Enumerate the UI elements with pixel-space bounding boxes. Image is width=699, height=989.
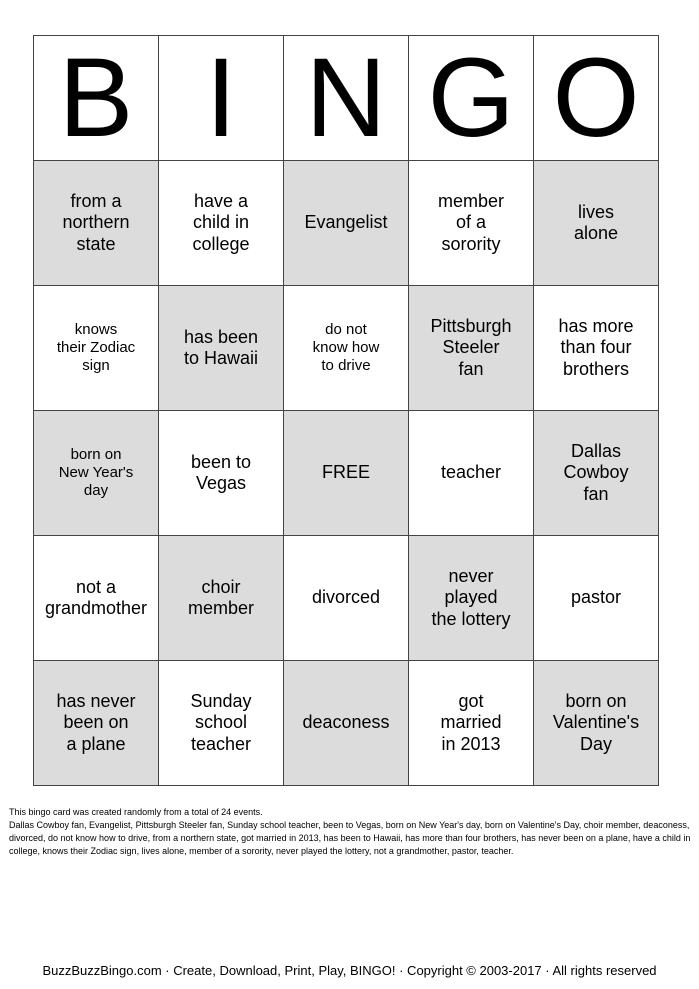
- bingo-cell-line: to drive: [321, 356, 371, 374]
- bingo-row: [34, 286, 659, 411]
- bingo-cell: [534, 411, 659, 536]
- bingo-cell: [159, 661, 284, 786]
- bingo-cell-line: divorced: [311, 587, 381, 608]
- bingo-cell-line: than four: [560, 337, 632, 358]
- bingo-cell-line: born on: [70, 446, 122, 464]
- bingo-cell-line: knows: [74, 321, 118, 339]
- bingo-cell-line: do not: [325, 321, 367, 339]
- bingo-cell-line: sign: [82, 356, 110, 374]
- bingo-cell-line: New Year's: [58, 464, 134, 482]
- bingo-cell-line: Pittsburgh: [430, 316, 512, 337]
- header-letter-i: I: [159, 36, 284, 161]
- bingo-cell: [159, 411, 284, 536]
- bingo-cell-line: Sunday: [190, 691, 252, 712]
- bingo-cell: [34, 536, 159, 661]
- bingo-cell-line: to Hawaii: [183, 348, 259, 368]
- bingo-cell-line: choir: [201, 576, 241, 597]
- bingo-cell-line: sorority: [441, 233, 501, 254]
- bingo-cell-line: Valentine's: [552, 712, 640, 733]
- bingo-cell-line: been to: [190, 451, 252, 472]
- bingo-cell-line: never: [448, 566, 494, 587]
- bingo-cell-line: northern: [62, 212, 130, 233]
- bingo-cell-line: been on: [63, 712, 129, 733]
- bingo-cell-line: Steeler: [442, 337, 500, 358]
- bingo-cell-line: born on: [565, 691, 627, 712]
- bingo-cell-line: has more: [558, 316, 634, 337]
- bingo-cell: [284, 411, 409, 536]
- bingo-row: [34, 161, 659, 286]
- bingo-cell: [34, 161, 159, 286]
- bingo-cell-line: lives: [577, 201, 614, 222]
- bingo-row: [34, 411, 659, 536]
- bingo-cell-line: in 2013: [441, 733, 501, 754]
- bingo-cell-line: school: [194, 712, 248, 733]
- bingo-cell-line: FREE: [321, 462, 370, 483]
- bingo-cell: [284, 536, 409, 661]
- bingo-cell: [34, 286, 159, 411]
- header-letter-n: N: [284, 36, 409, 161]
- bingo-cell-line: teacher: [190, 733, 252, 754]
- bingo-cell: [409, 411, 534, 536]
- bingo-cell-line: teacher: [440, 462, 502, 483]
- bingo-cell: [534, 286, 659, 411]
- bingo-cell-line: got: [458, 691, 484, 712]
- bingo-cell-line: a plane: [66, 733, 126, 754]
- bingo-cell-line: the lottery: [431, 608, 511, 629]
- card-description: [9, 806, 693, 858]
- bingo-cell: [34, 661, 159, 786]
- bingo-cell-line: deaconess: [302, 712, 390, 733]
- bingo-cell: [159, 536, 284, 661]
- bingo-cell-line: has never: [56, 691, 136, 712]
- bingo-header-row: [34, 36, 659, 161]
- bingo-row: [34, 661, 659, 786]
- bingo-cell-line: married: [440, 712, 502, 733]
- bingo-card: [33, 35, 659, 786]
- bingo-cell-line: college: [192, 233, 250, 254]
- bingo-cell-line: Dallas: [570, 441, 622, 462]
- bingo-cell: [34, 411, 159, 536]
- bingo-cell-line: alone: [573, 223, 619, 243]
- bingo-cell-line: child in: [192, 212, 250, 233]
- bingo-grid: [34, 161, 659, 786]
- copyright-footer: BuzzBuzzBingo.com · Create, Download, Print, Play, BINGO! · Copyright © 2003-2017 · All rights reserved: [42, 963, 657, 978]
- bingo-cell: [159, 286, 284, 411]
- events-list: Dallas Cowboy fan, Evangelist, Pittsburgh Steeler fan, Sunday school teacher, been to Vegas, born on New Year's day, born on Valentine's Day, choir member, deaconess, divorced, do not know how to drive, from a northern state, got married in 2013, has been to Hawaii, has more than four brothers, has never been on a plane, have a child in college, knows their Zodiac sign, lives alone, member of a sorority, never played the lottery, not a grandmother, pastor, teacher.: [9, 820, 691, 856]
- bingo-cell-line: Vegas: [195, 473, 247, 493]
- bingo-cell-line: have a: [193, 191, 249, 212]
- bingo-cell: [284, 286, 409, 411]
- events-count-note: This bingo card was created randomly from a total of 24 events.: [9, 807, 263, 817]
- bingo-cell-line: has been: [183, 326, 259, 347]
- bingo-cell-line: brothers: [562, 358, 630, 379]
- bingo-cell-line: fan: [458, 358, 484, 379]
- bingo-cell: [409, 661, 534, 786]
- bingo-cell-line: fan: [583, 483, 609, 504]
- bingo-cell: [534, 161, 659, 286]
- bingo-cell-line: grandmother: [44, 598, 148, 618]
- bingo-cell-line: not a: [75, 576, 117, 597]
- bingo-cell: [284, 161, 409, 286]
- bingo-cell-line: their Zodiac: [56, 339, 136, 357]
- bingo-cell-line: Cowboy: [563, 462, 629, 483]
- bingo-cell-line: member: [187, 598, 254, 618]
- bingo-cell: [534, 661, 659, 786]
- header-letter-o: O: [534, 36, 659, 161]
- bingo-cell: [409, 161, 534, 286]
- bingo-cell-line: of a: [455, 212, 487, 233]
- bingo-cell-line: know how: [312, 339, 380, 357]
- bingo-row: [34, 536, 659, 661]
- bingo-cell-line: played: [444, 587, 498, 608]
- bingo-cell-line: Day: [579, 733, 612, 754]
- bingo-cell-line: pastor: [570, 587, 622, 608]
- header-letter-b: B: [34, 36, 159, 161]
- bingo-cell-line: from a: [70, 191, 122, 212]
- bingo-cell: [159, 161, 284, 286]
- bingo-cell-line: day: [83, 481, 109, 499]
- bingo-cell-line: Evangelist: [304, 212, 388, 233]
- header-letter-g: G: [409, 36, 534, 161]
- bingo-cell-line: state: [76, 233, 116, 254]
- bingo-cell-line: member: [437, 191, 504, 212]
- bingo-cell: [409, 286, 534, 411]
- bingo-cell: [534, 536, 659, 661]
- bingo-cell: [409, 536, 534, 661]
- bingo-cell: [284, 661, 409, 786]
